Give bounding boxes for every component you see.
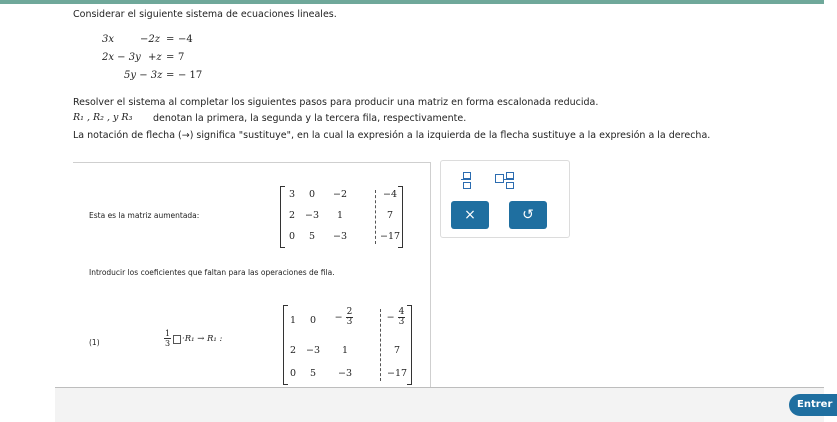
fraction-denominator: 3 (346, 317, 353, 327)
problem-instruction: Considerar el siguiente sistema de ecuaciones lineales. (73, 9, 337, 20)
matrix-cell: 0 (289, 368, 297, 379)
matrix-cell: 0 (309, 315, 317, 326)
matrix-cell: −17 (387, 368, 408, 379)
instruction-line-2: denotan la primera, la segunda y la tercera fila, respectivamente. (153, 113, 467, 124)
undo-button[interactable]: ↺ (509, 201, 547, 229)
matrix-cell: −4 (382, 189, 397, 200)
clear-button[interactable]: × (451, 201, 489, 229)
eq3-left: 5y − 3z (124, 70, 163, 81)
augmented-matrix (280, 186, 410, 248)
matrix-cell: −3 (337, 368, 352, 379)
matrix-cell: 0 (288, 231, 296, 242)
matrix-cell: 2 (288, 210, 296, 221)
enter-button[interactable]: Entrer (789, 394, 837, 416)
eq2-left: 2x − 3y (102, 52, 141, 63)
matrix-cell: −3 (305, 345, 320, 356)
eq3-equals: = (166, 70, 175, 81)
fraction-sign: − (334, 312, 343, 323)
matrix-cell: −17 (380, 231, 401, 242)
matrix-cell: 1 (336, 210, 344, 221)
matrix-cell: 1 (289, 315, 297, 326)
matrix-cell: 5 (309, 368, 317, 379)
coefficient-input[interactable] (173, 335, 181, 344)
eq2-equals: = (166, 52, 175, 63)
augment-divider (375, 190, 376, 244)
mixed-fraction-icon[interactable] (504, 171, 514, 189)
step1-matrix (283, 305, 423, 385)
eq1-equals: = (166, 34, 175, 45)
matrix-cell: 5 (308, 231, 316, 242)
fraction-sign: − (386, 312, 395, 323)
eq1-rhs: −4 (178, 34, 193, 45)
prompt-text: Introducir los coeficientes que faltan para las operaciones de fila. (89, 268, 335, 277)
fraction-numerator: 4 (398, 307, 405, 317)
eq1-term: −2z (140, 34, 161, 45)
matrix-cell: 7 (393, 345, 401, 356)
step-number: (1) (89, 338, 100, 347)
matrix-cell: 1 (341, 345, 349, 356)
matrix-cell: 2 (289, 345, 297, 356)
row-variables: R₁ , R₂ , y R₃ (73, 112, 133, 123)
matrix-cell: −3 (304, 210, 319, 221)
eq2-term: +z (148, 52, 162, 63)
matrix-cell: −2 (332, 189, 347, 200)
row-operation: ·R₁ → R₁ : (182, 334, 223, 344)
matrix-cell-fraction (383, 308, 409, 327)
coef-denominator: 3 (165, 339, 171, 348)
augmented-label: Esta es la matriz aumentada: (89, 211, 200, 220)
matrix-cell-fraction (329, 308, 359, 327)
matrix-cell: 0 (308, 189, 316, 200)
eq3-rhs: − 17 (178, 70, 203, 81)
fraction-numerator: 2 (346, 307, 353, 317)
fraction-icon[interactable] (461, 171, 471, 189)
matrix-cell: 3 (288, 189, 296, 200)
eq1-left: 3x (102, 34, 115, 45)
math-toolbar (440, 160, 570, 238)
mixed-number-box[interactable] (495, 174, 504, 183)
instruction-line-1: Resolver el sistema al completar los siguientes pasos para producir una matriz en forma escalonada reducida. (73, 97, 599, 108)
matrix-cell: 7 (386, 210, 394, 221)
matrix-cell: −3 (332, 231, 347, 242)
fraction-denominator: 3 (398, 317, 405, 327)
step-coefficient (164, 329, 171, 348)
top-accent-bar (0, 0, 824, 4)
augment-divider (380, 309, 381, 381)
eq2-rhs: 7 (178, 52, 185, 63)
coef-numerator: 1 (165, 329, 171, 338)
instruction-line-3: La notación de flecha (→) significa "sustituye", en la cual la expresión a la izquierda de la flecha sustituye a la expresión a la derecha. (73, 130, 711, 141)
footer-bar (55, 388, 824, 422)
